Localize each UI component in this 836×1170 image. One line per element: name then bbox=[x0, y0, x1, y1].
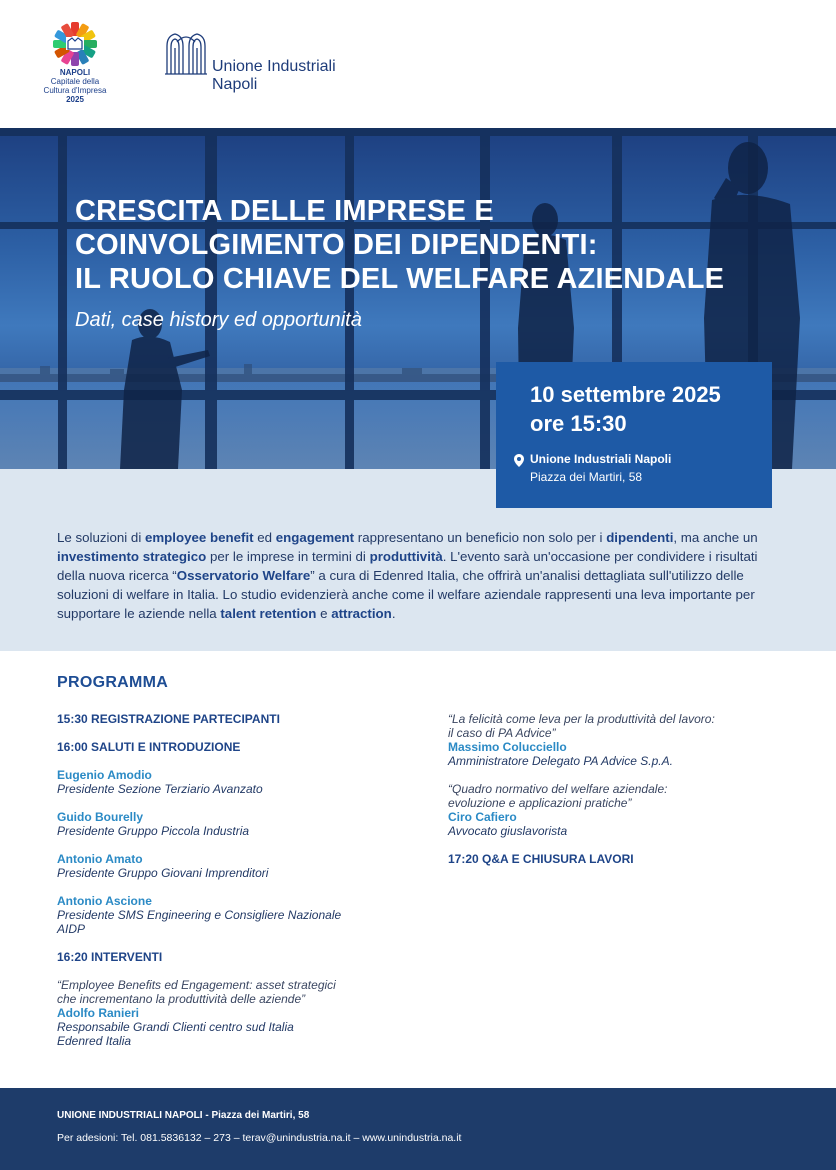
event-date-box bbox=[496, 362, 772, 508]
org-name-line1: Unione Industriali bbox=[212, 58, 336, 75]
intro-text-6: . L'evento sarà un'occasione per condividere i risultati della nuova ricerca “ bbox=[57, 549, 758, 583]
talk-title: evoluzione e applicazioni pratiche” bbox=[448, 796, 632, 810]
speaker-role: Amministratore Delegato PA Advice S.p.A. bbox=[448, 754, 673, 768]
napoli-logo-year: 2025 bbox=[66, 95, 84, 104]
event-date: 10 settembre 2025 bbox=[530, 382, 721, 407]
intro-text-5: per le imprese in termini di bbox=[206, 549, 370, 564]
speaker-role: Presidente SMS Engineering e Consigliere Nazionale bbox=[57, 908, 342, 922]
program-greetings: 16:00 SALUTI E INTRODUZIONE bbox=[57, 740, 241, 754]
intro-bold-7: talent retention bbox=[220, 606, 317, 621]
intro-text-8: e bbox=[316, 606, 332, 621]
org-name-line2: Napoli bbox=[212, 76, 258, 93]
napoli-flower-icon bbox=[45, 22, 105, 66]
speaker-item bbox=[57, 852, 407, 880]
talk-title: che incrementano la produttività delle aziende” bbox=[57, 992, 306, 1006]
program-closing: 17:20 Q&A E CHIUSURA LAVORI bbox=[448, 852, 634, 866]
speaker-role: AIDP bbox=[57, 922, 86, 936]
speaker-role: Presidente Gruppo Piccola Industria bbox=[57, 824, 250, 838]
speaker-item bbox=[57, 894, 407, 936]
speaker-name: Massimo Colucciello bbox=[448, 740, 567, 754]
intro-bold-1: employee benefit bbox=[144, 530, 254, 545]
napoli-logo-text bbox=[38, 68, 112, 104]
page-footer bbox=[0, 1088, 836, 1170]
intro-text-1: Le soluzioni di bbox=[57, 530, 145, 545]
speaker-item bbox=[57, 810, 407, 838]
event-title bbox=[75, 194, 795, 296]
venue-name: Unione Industriali Napoli bbox=[530, 452, 672, 466]
talk-title: “Quadro normativo del welfare aziendale: bbox=[448, 782, 668, 796]
intro-bold-6: Osservatorio Welfare bbox=[176, 568, 311, 583]
speaker-name: Eugenio Amodio bbox=[57, 768, 152, 782]
intro-bold-8: attraction bbox=[331, 606, 392, 621]
footer-address: UNIONE INDUSTRIALI NAPOLI - Piazza dei Martiri, 58 bbox=[57, 1110, 310, 1121]
speaker-role: Avvocato giuslavorista bbox=[448, 824, 568, 838]
speaker-role: Responsabile Grandi Clienti centro sud Italia bbox=[57, 1020, 294, 1034]
speaker-name: Antonio Ascione bbox=[57, 894, 152, 908]
venue-address: Piazza dei Martiri, 58 bbox=[530, 470, 643, 484]
footer-contacts: Per adesioni: Tel. 081.5836132 – 273 – terav@unindustria.na.it – www.unindustria.na.it bbox=[57, 1132, 462, 1144]
event-subtitle: Dati, case history ed opportunità bbox=[75, 309, 362, 331]
speaker-role: Edenred Italia bbox=[57, 1034, 132, 1048]
page-header bbox=[0, 0, 836, 128]
event-title-line-3: IL RUOLO CHIAVE DEL WELFARE AZIENDALE bbox=[75, 263, 725, 295]
speaker-role: Presidente Gruppo Giovani Imprenditori bbox=[57, 866, 269, 880]
speaker-name: Ciro Cafiero bbox=[448, 810, 517, 824]
napoli-logo-city: NAPOLI bbox=[59, 68, 91, 77]
event-time: ore 15:30 bbox=[530, 411, 627, 436]
talk-title: “Employee Benefits ed Engagement: asset strategici bbox=[57, 978, 336, 992]
intro-text-3: rappresentano un beneficio non solo per i bbox=[354, 530, 607, 545]
napoli-capitale-logo bbox=[38, 22, 112, 108]
speaker-name: Antonio Amato bbox=[57, 852, 143, 866]
event-title-line-2: COINVOLGIMENTO DEI DIPENDENTI: bbox=[75, 229, 598, 261]
talk-item bbox=[448, 712, 788, 768]
unione-industriali-name bbox=[212, 58, 336, 94]
intro-bold-4: investimento strategico bbox=[57, 549, 207, 564]
location-pin-icon bbox=[514, 454, 524, 467]
speaker-role: Presidente Sezione Terziario Avanzato bbox=[57, 782, 263, 796]
unione-industriali-emblem-icon bbox=[163, 30, 209, 78]
program-registration: 15:30 REGISTRAZIONE PARTECIPANTI bbox=[57, 712, 280, 726]
speaker-item bbox=[57, 768, 407, 796]
speaker-name: Adolfo Ranieri bbox=[57, 1006, 140, 1020]
talk-item bbox=[57, 978, 407, 1048]
speaker-name: Guido Bourelly bbox=[57, 810, 144, 824]
intro-paragraph bbox=[57, 528, 777, 623]
intro-bold-3: dipendenti bbox=[606, 530, 674, 545]
talk-title: il caso di PA Advice” bbox=[448, 726, 556, 740]
program-left-column bbox=[57, 712, 407, 1048]
intro-text-4: , ma anche un bbox=[673, 530, 758, 545]
talk-title: “La felicità come leva per la produttività del lavoro: bbox=[448, 712, 715, 726]
intro-text-7: ” a cura di Edenred Italia, che offrirà un'analisi dettagliata sull'utilizzo delle soluzioni di welfare in Italia. Lo studio evidenzierà anche come il welfare aziendale rappresenti una leva importante per supportare le aziende nella bbox=[57, 568, 755, 621]
intro-bold-5: produttività bbox=[369, 549, 443, 564]
napoli-logo-line3: Cultura d'Impresa bbox=[43, 86, 107, 95]
intro-text-2: ed bbox=[253, 530, 276, 545]
program-title: PROGRAMMA bbox=[57, 674, 169, 691]
intro-bold-2: engagement bbox=[275, 530, 355, 545]
event-title-line-1: CRESCITA DELLE IMPRESE E bbox=[75, 195, 494, 227]
intro-text-9: . bbox=[391, 606, 396, 621]
program-talks-heading: 16:20 INTERVENTI bbox=[57, 950, 163, 964]
program-right-column bbox=[448, 712, 788, 866]
talk-item bbox=[448, 782, 788, 838]
napoli-logo-line2: Capitale della bbox=[50, 77, 100, 86]
